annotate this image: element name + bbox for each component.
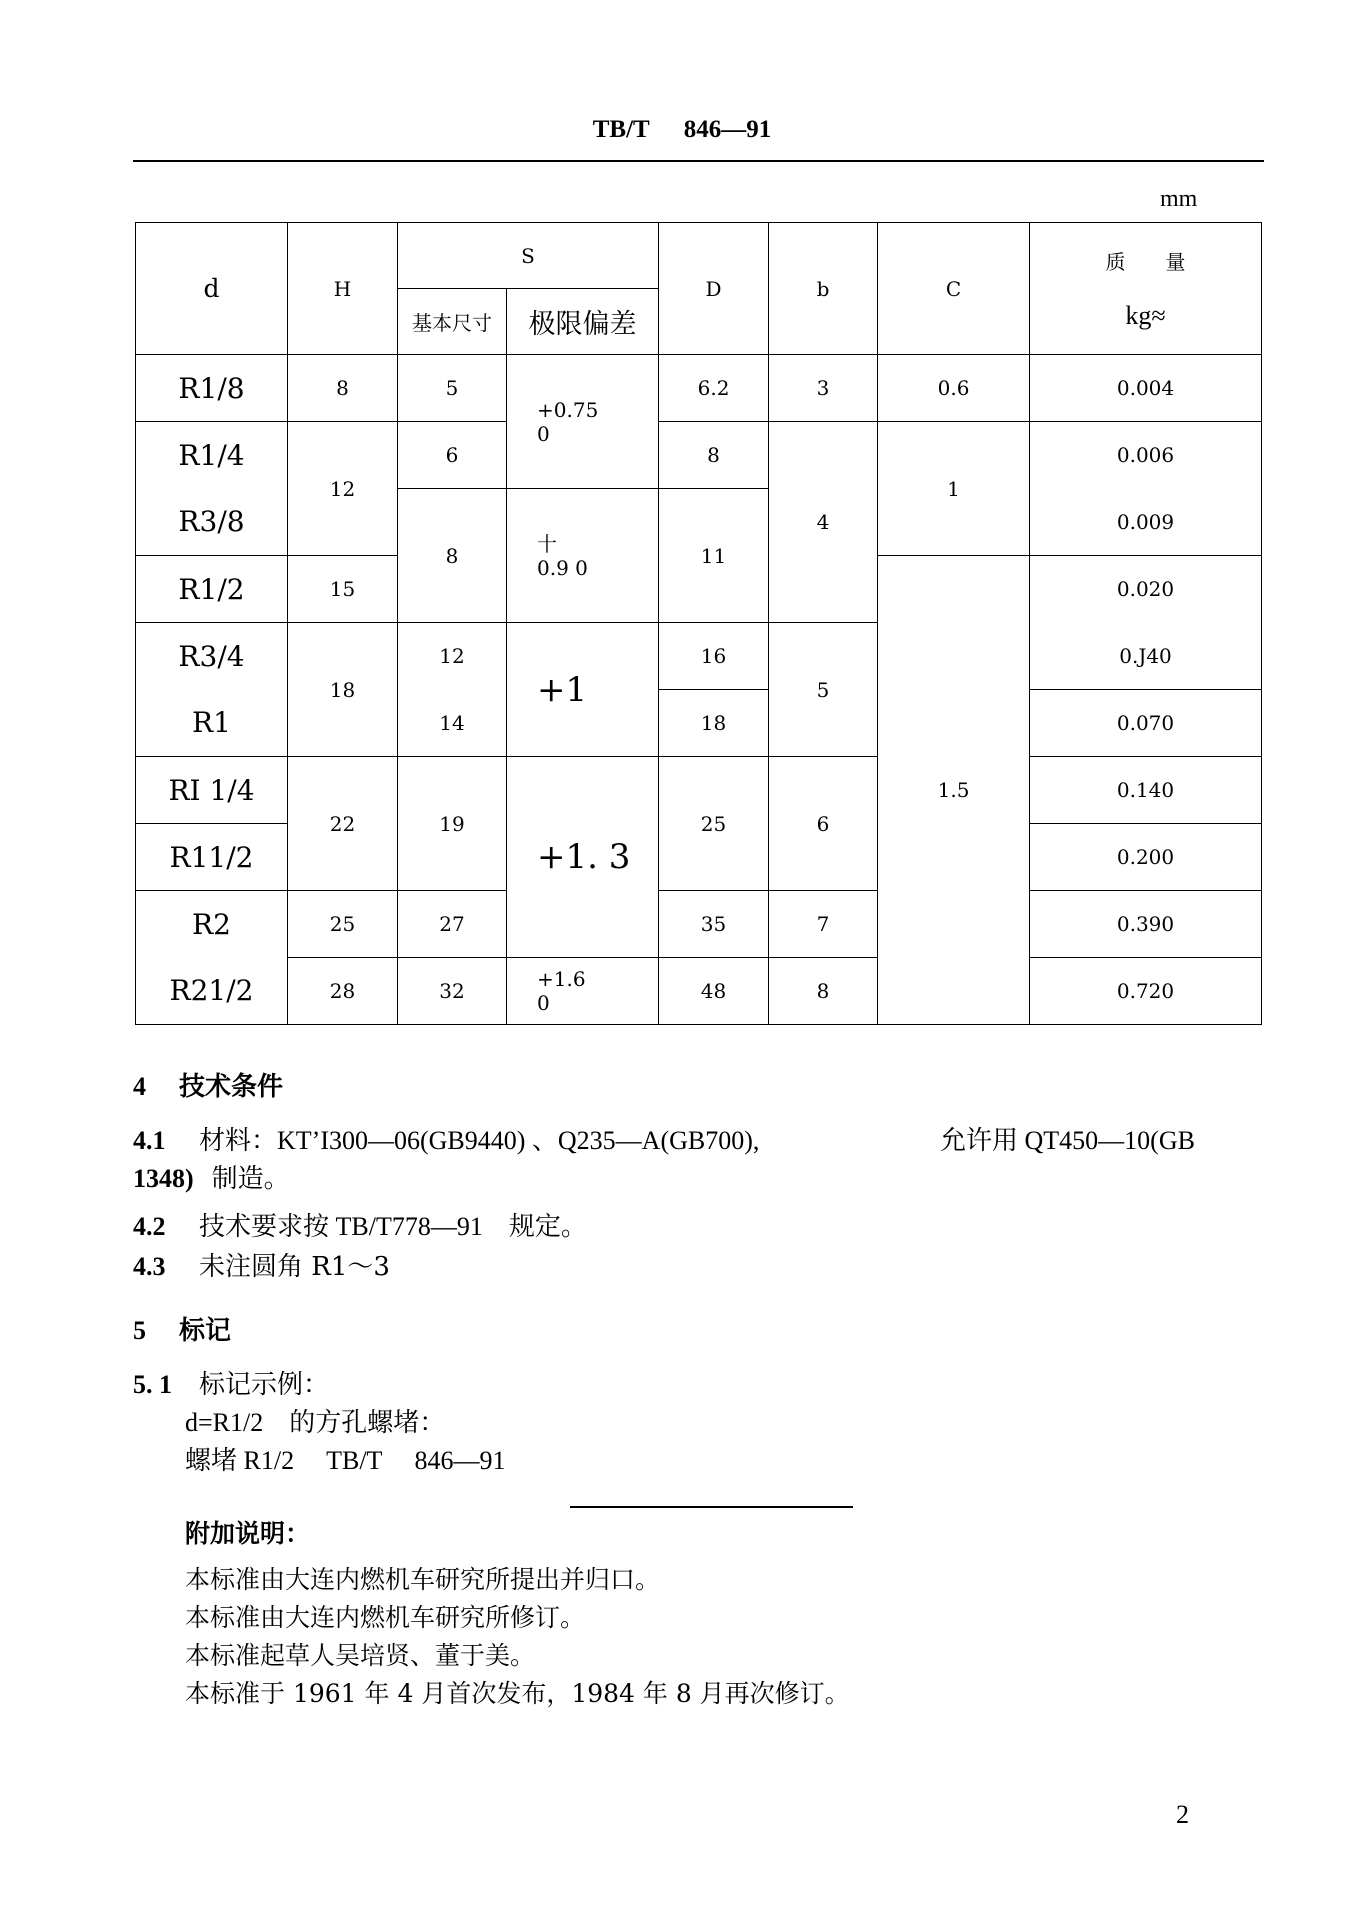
section-title: 技术条件 [179,1072,284,1102]
unit-label: mm [1160,186,1198,212]
clause-text: 标记示例： [199,1370,330,1400]
clause-number: 5. 1 [133,1370,172,1399]
cell-D: 6.2 [659,355,769,422]
cell-b: 5 [769,623,878,757]
cell-tolerance-lower: 0 [537,991,550,1015]
table-row [136,958,1262,1025]
table-row [136,623,1262,690]
cell-tolerance [507,958,659,1025]
cell-d: R2 [136,891,288,958]
cell-mass: 0.720 [1030,958,1262,1025]
clause-text-alt: 允许用 QT450—10(GB [940,1126,1195,1155]
cell-H: 8 [288,355,398,422]
header-S-tolerance: 极限偏差 [507,289,659,355]
header-d: d [136,223,288,355]
clause-number: 4.3 [133,1252,166,1281]
cell-S: 32 [398,958,507,1025]
clause-text: 技术要求按 TB/T778—91 规定。 [199,1212,587,1241]
cell-S: 5 [398,355,507,422]
cell-b: 4 [769,422,878,623]
marking-example-line-1 [185,1402,445,1439]
cell-tolerance-lower: 0 [537,421,550,446]
cell-S: 27 [398,891,507,958]
cell-H: 25 [288,891,398,958]
cell-S: 6 [398,422,507,489]
cell-H: 12 [288,422,398,556]
cell-d: RI 1/4 [136,757,288,824]
header-rule [133,160,1264,162]
clause-5-1 [133,1364,329,1401]
header-mass-unit: kg≈ [1125,300,1166,330]
cell-C: 1.5 [878,556,1030,1025]
cell-S: 19 [398,757,507,891]
cell-tolerance: +1. 3 [507,757,659,958]
appendix-line: 本标准由大连内燃机车研究所提出并归口。 [185,1565,661,1594]
cell-mass: 0.140 [1030,757,1262,824]
cell-b: 6 [769,757,878,891]
cell-H: 15 [288,556,398,623]
appendix-line: 本标准起草人吴培贤、董于美。 [185,1641,536,1670]
cell-tolerance-upper: 十 [537,531,557,556]
cell-H: 18 [288,623,398,757]
clause-text: 未注圆角 R1～3 [199,1252,390,1282]
cell-D: 11 [659,489,769,623]
cell-C: 1 [878,422,1030,556]
cell-mass: 0.020 [1030,556,1262,623]
clause-4-3 [133,1246,390,1283]
section-5-heading [133,1310,231,1347]
header-mass [1030,223,1262,355]
clause-cont-number: 1348) [133,1164,194,1193]
clause-4-1-cont [133,1158,290,1195]
section-title: 标记 [179,1316,232,1346]
clause-number: 4.1 [133,1126,166,1155]
cell-S: 12 [398,623,507,690]
cell-mass: 0.009 [1030,489,1262,556]
cell-tolerance [507,489,659,623]
marking-example-text: 螺堵 R1/2 TB/T 846—91 [185,1446,506,1475]
cell-S: 8 [398,489,507,623]
header-C: C [878,223,1030,355]
cell-mass: 0.390 [1030,891,1262,958]
appendix-title: 附加说明： [185,1519,311,1548]
standard-number: 846—91 [683,116,772,143]
cell-tolerance-lower: 0.9 0 [537,555,588,580]
cell-tolerance: +1 [507,623,659,757]
header-b: b [769,223,878,355]
clause-text: 材料：KT’I300—06(GB9440) 、Q235—A(GB700), [199,1126,760,1155]
appendix-line: 本标准于 1961 年 4 月首次发布，1984 年 8 月再次修订。 [185,1679,850,1708]
cell-d: R3/8 [136,489,288,556]
marking-example-line-2 [185,1440,505,1477]
header-D: D [659,223,769,355]
clause-4-2 [133,1206,587,1243]
cell-d: R11/2 [136,824,288,891]
cell-H: 28 [288,958,398,1025]
section-number: 4 [133,1072,146,1101]
header-mass-label: 质 量 [1105,249,1186,274]
header-H: H [288,223,398,355]
cell-D: 18 [659,690,769,757]
cell-d: R1/2 [136,556,288,623]
clause-cont-text: 制造。 [211,1164,290,1194]
cell-d: R3/4 [136,623,288,690]
table-row [136,422,1262,489]
cell-C: 0.6 [878,355,1030,422]
section-4-heading [133,1066,283,1103]
cell-d: R1/8 [136,355,288,422]
standard-header [0,116,1364,144]
cell-D: 8 [659,422,769,489]
cell-mass: 0.004 [1030,355,1262,422]
cell-tolerance-upper: +0.75 [537,397,599,422]
header-S: S [398,223,659,289]
cell-d: R1 [136,690,288,757]
cell-tolerance [507,355,659,489]
table-row [136,757,1262,824]
table-row [136,891,1262,958]
appendix-line: 本标准由大连内燃机车研究所修订。 [185,1603,586,1632]
page-number: 2 [1176,1800,1189,1829]
standard-code: TB/T [592,116,650,143]
cell-d: R21/2 [136,958,288,1025]
cell-mass: 0.006 [1030,422,1262,489]
cell-mass: 0.070 [1030,690,1262,757]
clause-4-1-alt [940,1120,1195,1157]
clause-4-1 [133,1120,759,1157]
cell-b: 8 [769,958,878,1025]
cell-D: 25 [659,757,769,891]
cell-b: 7 [769,891,878,958]
cell-tolerance-upper: +1.6 [537,967,586,991]
cell-S: 14 [398,690,507,757]
cell-D: 35 [659,891,769,958]
cell-mass: 0.J40 [1030,623,1262,690]
marking-example-text: d=R1/2 的方孔螺堵： [185,1408,446,1437]
cell-D: 48 [659,958,769,1025]
section-number: 5 [133,1316,146,1345]
dimension-table [135,222,1262,1025]
cell-d: R1/4 [136,422,288,489]
cell-D: 16 [659,623,769,690]
table-row [136,355,1262,422]
cell-b: 3 [769,355,878,422]
clause-number: 4.2 [133,1212,166,1241]
cell-mass: 0.200 [1030,824,1262,891]
end-rule [570,1506,853,1508]
header-S-basic: 基本尺寸 [398,289,507,355]
cell-H: 22 [288,757,398,891]
